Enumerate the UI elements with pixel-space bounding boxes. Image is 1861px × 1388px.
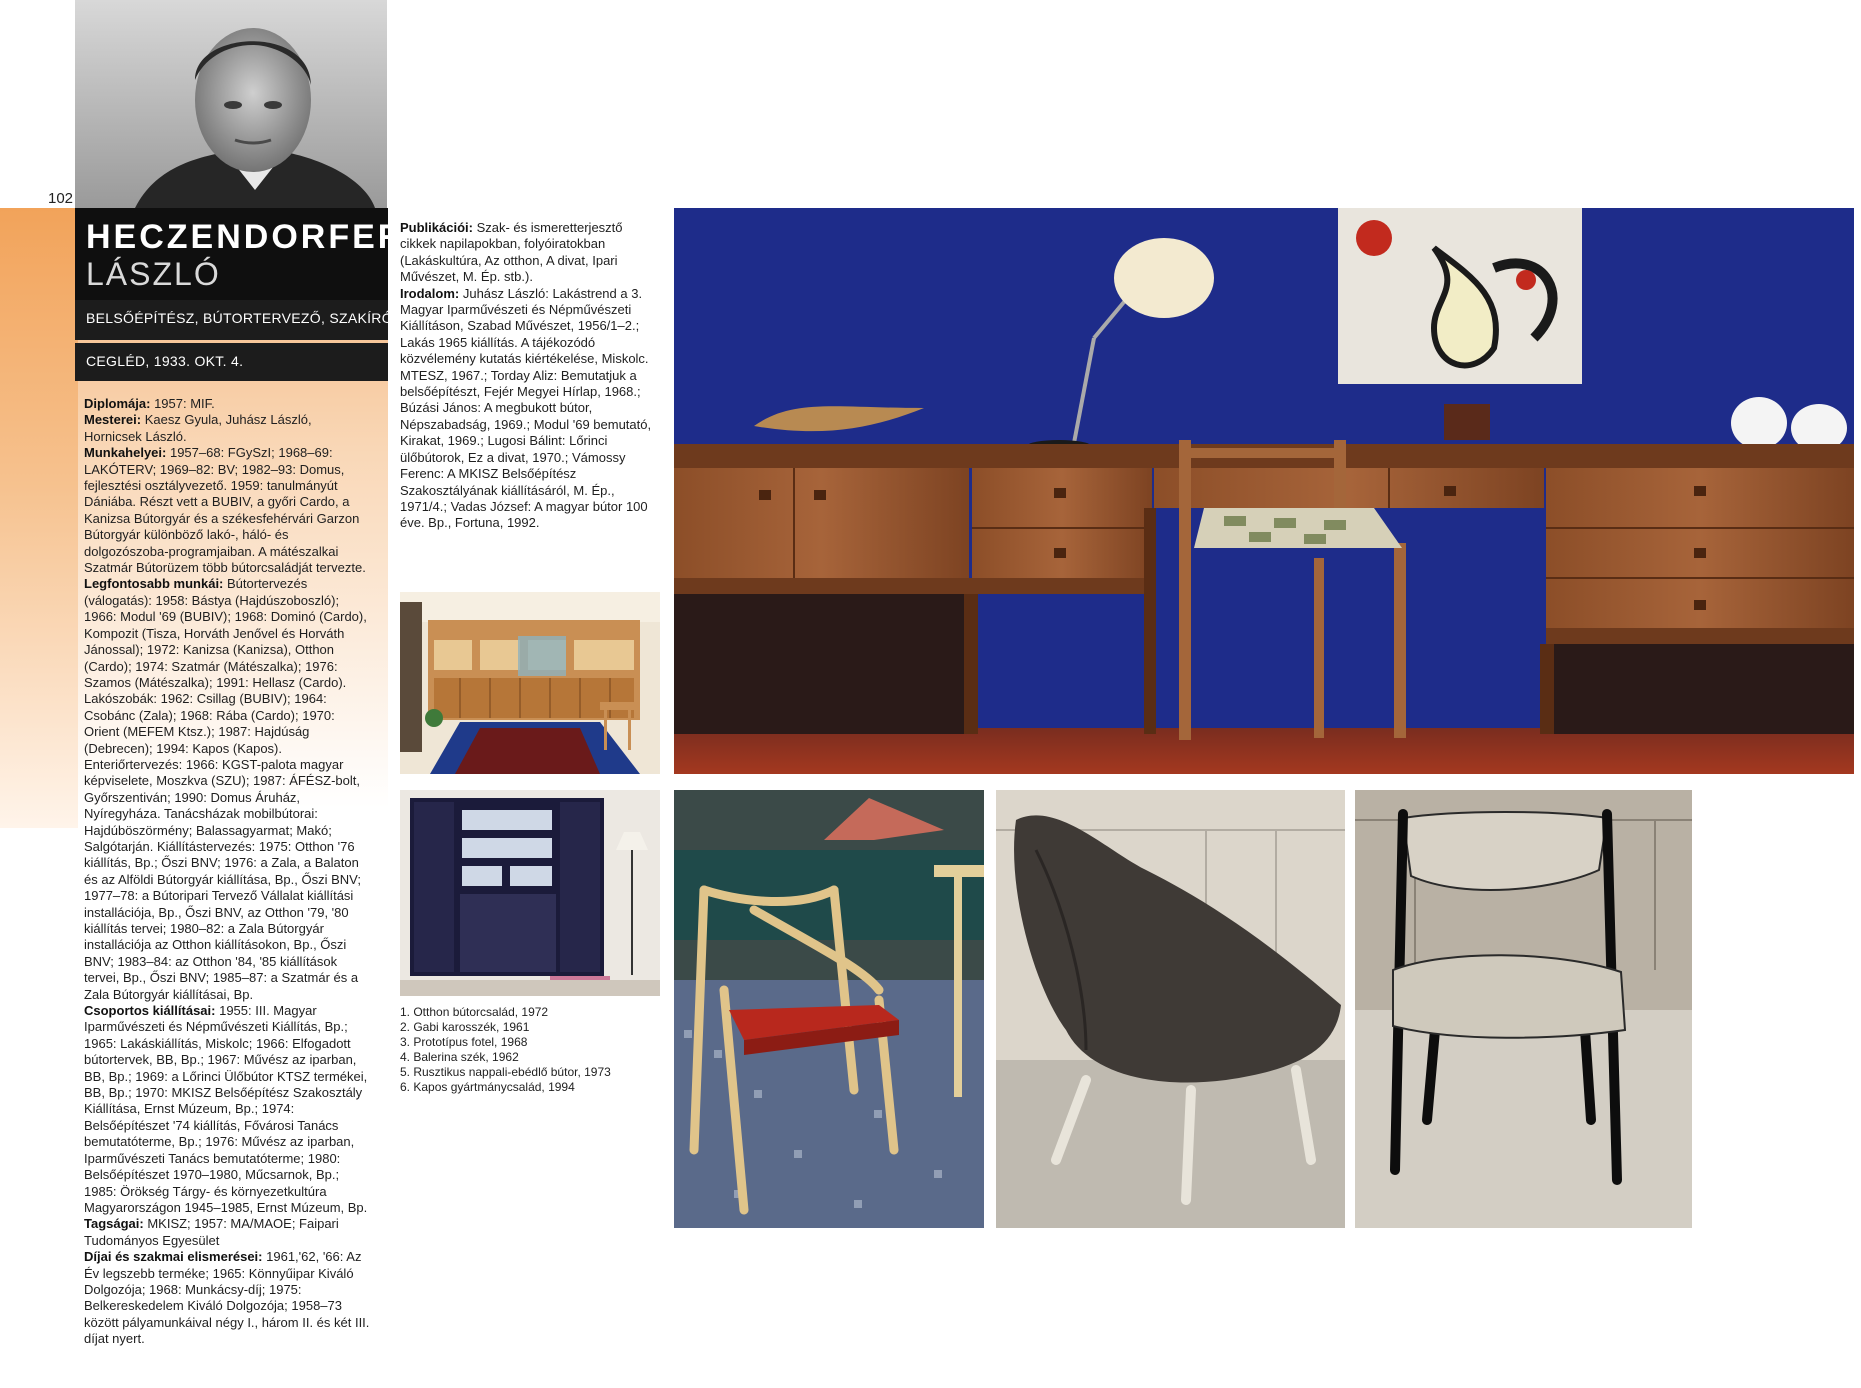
bio-main-works: Legfontosabb munkái: Bútortervezés (válogatás): 1958: Bástya (Hajdúszoboszló); 1966: Modul '69 (BUBIV); 1968: Dominó (Cardo), Kompozit (Tisza, Horváth Jenővel és Horváth Jánossal); 1972: Kanizsa (Kanizsa), Otthon (Cardo); 1974: Szatmár (Mátészalka); 1976: Szamos (Mátészalka); 1991: Hellasz (Cardo). Lakószobák: 1962: Csillag (BUBIV); 1964: Csobánc (Zala); 1968: Rába (Cardo); 1970: Orient (MEFEM Ktsz.); 1987: Hajdúság (Debrecen); 1994: Kapos (Kapos). Enteriőrtervezés: 1966: KGST-palota magyar képviselete, Moszkva (SZU); 1987: ÁFÉSZ-bolt, Győrszentiván; 1990: Domus Áruház, Nyíregyháza. Tanácsházak mobilbútorai: Hajdúböszörmény; Balassagyarmat; Makó; Salgótarján. Kiállítástervezés: 1975: Otthon '76 kiállítás, Bp.; Őszi BNV; 1976: a Zala, a Balaton és az Alföldi Bútorgyár kiállítása, Bp., Őszi BNV; 1977–78: a Bútoripari Tervező Vállalat kiállítási installációja, Bp., Őszi BNV, az Otthon '79, '80 kiállítás tervei; 1980–82: a Zala Bútorgyár installációja az Otthon kiállításokon, Bp., Őszi BNV; 1983–84: az Otthon '84, '85 kiállítások tervei, Bp., Őszi BNV; 1985–87: a Szatmár és a Zala Bútorgyár kiállításai, Bp. [84, 576, 367, 1002]
photo-captions [400, 1005, 660, 1095]
literature-text: Irodalom: Juhász László: Lakástrend a 3. Magyar Iparművészeti és Népművészeti Kiállításon, Szabad Művészet, 1956/1–2.; Lakás 1965 kiállítás. A tájékozódó közvélemény kutatás kiértékelése, Miskolc. MTESZ, 1967.; Torday Aliz: Bemutatjuk a belsőépítészt, Fejér Megyei Hírlap, 1968.; Búzási János: A megbukott bútor, Népszabadság, 1969.; Modul '69 bemutató, Kirakat, 1969.; Lugosi Bálint: Lőrinci ülőbútorok, Ez a divat, 1970.; Vámossy Ferenc: A MKISZ Belsőépítész Szakosztályának kiállításáról, M. Ép., 1971/4.; Vadas József: A magyar bútor 100 éve. Bp., Fortuna, 1992. [400, 285, 652, 531]
person-surname: HECZENDORFER [86, 218, 406, 256]
caption-6: 6. Kapos gyártmánycsalád, 1994 [400, 1080, 575, 1094]
biography-column [84, 396, 372, 1348]
bio-memberships: Tagságai: MKISZ; 1957: MA/MAOE; Faipari Tudományos Egyesület [84, 1216, 339, 1248]
caption-2: 2. Gabi karosszék, 1961 [400, 1020, 530, 1034]
photo-prototype-armchair [996, 790, 1345, 1228]
bio-group-exhibitions: Csoportos kiállításai: 1955: III. Magyar Iparművészeti és Népművészeti Kiállítás, Bp.; 1965: Lakáskiállítás, Miskolc; 1966: Elfogadott bútortervek, BB, Bp.; 1967: Művész az iparban, BB, Bp.; 1969: a Lőrinci Ülőbútor KTSZ termékei, BB, Bp.; 1970: MKISZ Belsőépítész Szakosztály Kiállítása, Ernst Múzeum, Bp.; 1974: Belsőépítészet '74 kiállítás, Fővárosi Tanács bemutatóterme, Bp.; 1976: Művész az iparban, Iparművészeti Tanács bemutatóterme; 1980: Belsőépítészet 1970–1980, Műcsarnok, Bp.; 1985: Örökség Tárgy- és környezetkultúra Magyarországon 1945–1985, Ernst Múzeum, Bp. [84, 1003, 368, 1215]
bio-workplaces: Munkahelyei: 1957–68: FGySzI; 1968–69: LAKÓTERV; 1969–82: BV; 1982–93: Domus, fejlesztési osztályvezető. 1959: tanulmányút Dániába. Részt vett a BUBIV, a győri Cardo, a Kanizsa Bútorgyár és a székesfehérvári Garzon Bútorgyár különböző lakó-, háló- és dolgozószoba-programjaiban. A mátészalkai Szatmár Bútorüzem több bútorcsaládját tervezte. [84, 445, 366, 576]
caption-5: 5. Rusztikus nappali-ebédlő bútor, 1973 [400, 1065, 611, 1079]
photo-balerina-chair [1355, 790, 1692, 1228]
photo-otthon-furniture [674, 208, 1854, 774]
page-number: 102 [48, 190, 74, 207]
photo-kapos-product-family [400, 790, 660, 996]
publications-text: Publikációi: Szak- és ismeretterjesztő cikkek napilapokban, folyóiratokban (Lakáskultúra, Az otthon, A divat, Ipari Művészet, M. Ép. stb.). [400, 220, 623, 285]
bio-awards: Díjai és szakmai elismerései: 1961,'62, '66: Az Év legszebb terméke; 1965: Könnyűipar Kiváló Dolgozója; 1968: Munkácsy-díj; 1975: Belkereskedelem Kiváló Dolgozója; 1958–73 között pályamunkáival négy I., három II. és két III. díjat nyert. [84, 1249, 370, 1347]
person-profession: BELSŐÉPÍTÉSZ, BÚTORTERVEZŐ, SZAKÍRÓ [86, 310, 393, 326]
accent-gradient-bar [0, 208, 78, 828]
caption-1: 1. Otthon bútorcsalád, 1972 [400, 1005, 549, 1019]
person-given-name: LÁSZLÓ [86, 256, 221, 292]
photo-rustic-living-room [400, 592, 660, 774]
portrait-photo [75, 0, 387, 208]
bio-diploma: Diplomája: 1957: MIF. [84, 396, 215, 411]
person-birth: CEGLÉD, 1933. OKT. 4. [86, 353, 244, 369]
photo-gabi-armchair [674, 790, 984, 1228]
caption-4: 4. Balerina szék, 1962 [400, 1050, 519, 1064]
caption-3: 3. Prototípus fotel, 1968 [400, 1035, 528, 1049]
bio-masters: Mesterei: Kaesz Gyula, Juhász László, Hornicsek László. [84, 412, 312, 444]
publications-column [400, 220, 662, 532]
